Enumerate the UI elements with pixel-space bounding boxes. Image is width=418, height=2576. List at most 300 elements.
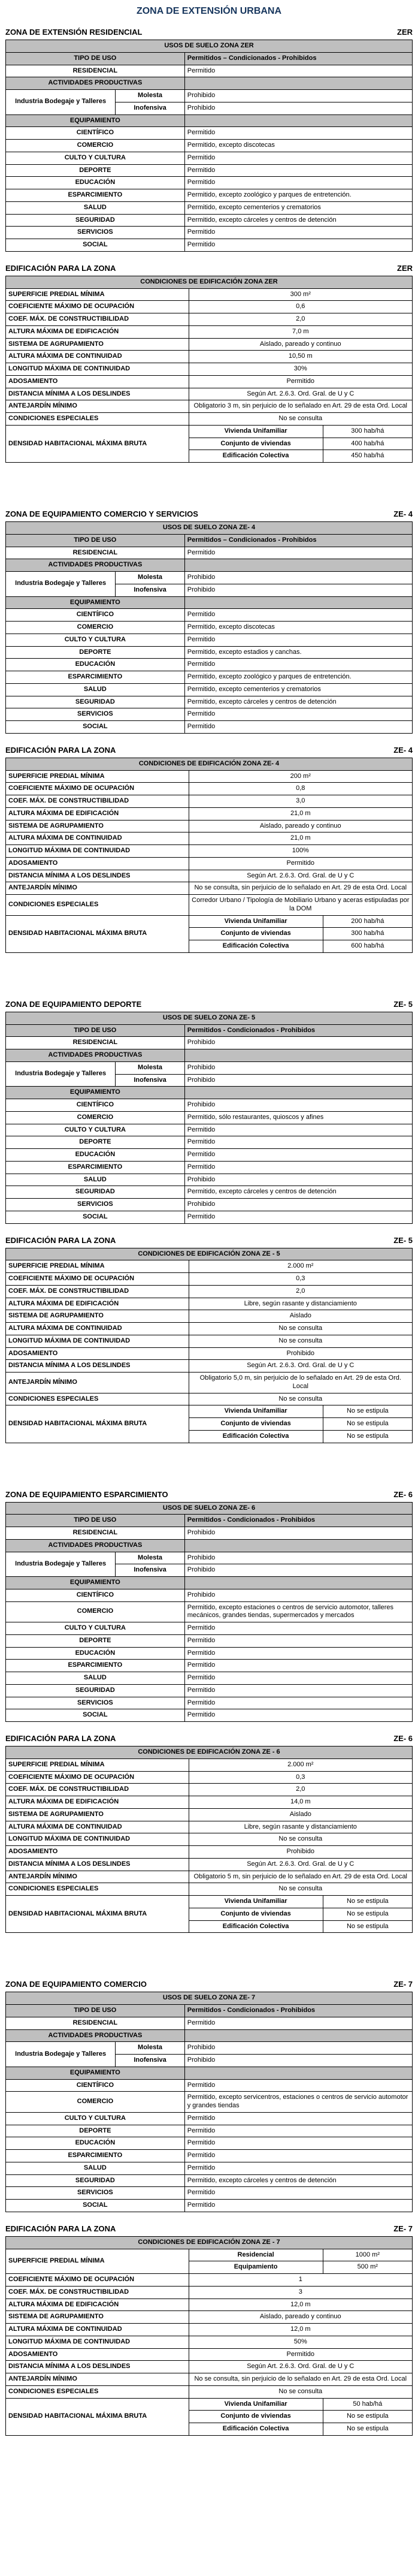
sub-label: Inofensiva <box>116 1074 184 1087</box>
table-row <box>6 1310 413 1323</box>
table-row <box>6 201 413 214</box>
table-row <box>6 375 413 388</box>
row-value: Permitido <box>184 2137 412 2150</box>
row-label: DENSIDAD HABITACIONAL MÁXIMA BRUTA <box>6 1896 189 1933</box>
table-title: CONDICIONES DE EDIFICACIÓN ZONA ZE - 7 <box>6 2236 413 2249</box>
table-row <box>6 2324 413 2336</box>
sub-value: 400 hab/há <box>323 438 412 450</box>
row-value: Permitido <box>184 634 412 646</box>
zone-edif-heading <box>5 1236 413 1245</box>
row-label: COEF. MÁX. DE CONSTRUCTIBILIDAD <box>6 1784 189 1796</box>
sub-label: Inofensiva <box>116 2055 184 2067</box>
table-row <box>6 1846 413 1859</box>
row-value: Permitido, excepto estaciones o centros de servicio automotor, talleres mecánicos, grandes tiendas, supermercados y mercados <box>184 1601 412 1622</box>
sub-value: 450 hab/há <box>323 450 412 463</box>
edif-heading-label: EDIFICACIÓN PARA LA ZONA <box>5 1235 116 1245</box>
row-label: ANTEJARDÍN MÍNIMO <box>6 1373 189 1393</box>
zone-code: ZER <box>397 263 413 273</box>
row-label: COMERCIO <box>6 1601 185 1622</box>
table-row <box>6 301 413 313</box>
row-label: SEGURIDAD <box>6 214 185 227</box>
row-label: CULTO Y CULTURA <box>6 152 185 164</box>
column-header-row <box>6 52 413 65</box>
table-row <box>6 239 413 252</box>
table-row <box>6 2137 413 2150</box>
row-label: CIENTÍFICO <box>6 2079 185 2092</box>
row-value: Permitido <box>184 164 412 177</box>
row-label: SEGURIDAD <box>6 2174 185 2187</box>
table-row <box>6 708 413 721</box>
table-row <box>6 572 413 584</box>
row-label: ALTURA MÁXIMA DE EDIFICACIÓN <box>6 807 189 820</box>
row-label: SISTEMA DE AGRUPAMIENTO <box>6 820 189 832</box>
group-subheader-spacer <box>184 1087 412 1099</box>
row-label: ALTURA MÁXIMA DE EDIFICACIÓN <box>6 1796 189 1809</box>
row-label: CULTO Y CULTURA <box>6 634 185 646</box>
table-title-row <box>6 758 413 770</box>
table-row <box>6 857 413 870</box>
group-subheader-spacer <box>184 1049 412 1062</box>
table-title: CONDICIONES DE EDIFICACIÓN ZONA ZE - 5 <box>6 1248 413 1260</box>
table-title: CONDICIONES DE EDIFICACIÓN ZONA ZER <box>6 276 413 288</box>
sub-value: Prohibido <box>184 1074 412 1087</box>
row-value: Permitido <box>184 2125 412 2137</box>
row-label: CIENTÍFICO <box>6 609 185 622</box>
table-row <box>6 2200 413 2212</box>
group-subheader-row <box>6 114 413 127</box>
table-row <box>6 1709 413 1722</box>
row-label: SEGURIDAD <box>6 1186 185 1199</box>
group-subheader-spacer <box>184 2029 412 2042</box>
row-label: RESIDENCIAL <box>6 2017 185 2029</box>
row-value: Prohibido <box>184 1589 412 1601</box>
table-row <box>6 721 413 734</box>
zone-uses-heading <box>5 1000 413 1009</box>
group-subheader: ACTIVIDADES PRODUCTIVAS <box>6 1049 185 1062</box>
zone-code: ZE- 4 <box>393 509 413 518</box>
sub-label: Vivienda Unifamiliar <box>189 1405 323 1418</box>
table-row <box>6 1821 413 1833</box>
row-value: Permitido <box>184 2150 412 2162</box>
row-label: LONGITUD MÁXIMA DE CONTINUIDAD <box>6 1833 189 1846</box>
row-value: 2.000 m² <box>189 1758 412 1771</box>
zone-edif-heading <box>5 746 413 755</box>
row-value: Según Art. 2.6.3. Ord. Gral. de U y C <box>189 1360 412 1373</box>
row-label: ANTEJARDÍN MÍNIMO <box>6 882 189 895</box>
table-row <box>6 363 413 376</box>
table-title: CONDICIONES DE EDIFICACIÓN ZONA ZE- 4 <box>6 758 413 770</box>
table-row <box>6 671 413 684</box>
row-value: Permitido <box>184 721 412 734</box>
table-title-row <box>6 276 413 288</box>
row-value: No se consulta <box>189 2385 412 2398</box>
table-row <box>6 1622 413 1635</box>
row-label: ALTURA MÁXIMA DE CONTINUIDAD <box>6 1323 189 1335</box>
row-label: Industria Bodegaje y Talleres <box>6 90 116 115</box>
table-row <box>6 140 413 152</box>
row-value: Prohibido <box>184 1037 412 1049</box>
row-label: COMERCIO <box>6 140 185 152</box>
row-value: Permitido <box>189 2348 412 2361</box>
table-row <box>6 659 413 671</box>
sub-label: Molesta <box>116 1552 184 1564</box>
zone-code: ZER <box>397 28 413 37</box>
row-value: 21,0 m <box>189 807 412 820</box>
table-row <box>6 1111 413 1124</box>
group-subheader: ACTIVIDADES PRODUCTIVAS <box>6 1539 185 1552</box>
sub-value: Prohibido <box>184 2042 412 2055</box>
row-value: Permitido <box>184 1149 412 1162</box>
table-row <box>6 2311 413 2324</box>
table-row <box>6 1660 413 1672</box>
row-value: 2,0 <box>189 1784 412 1796</box>
row-label: COMERCIO <box>6 1111 185 1124</box>
row-value: 200 m² <box>189 770 412 783</box>
uses-table <box>5 1992 413 2212</box>
sub-label: Vivienda Unifamiliar <box>189 2398 323 2411</box>
sub-value: 1000 m² <box>323 2249 412 2261</box>
table-row <box>6 325 413 338</box>
row-value: Aislado <box>189 1808 412 1821</box>
row-value: Permitido, excepto cárceles y centros de detención <box>184 696 412 708</box>
edif-heading-label: EDIFICACIÓN PARA LA ZONA <box>5 1734 116 1743</box>
row-label: CULTO Y CULTURA <box>6 1124 185 1136</box>
table-row <box>6 1393 413 1405</box>
zone-section-ZE-7 <box>5 1980 413 2436</box>
row-label: COMERCIO <box>6 622 185 634</box>
table-row <box>6 646 413 659</box>
table-row <box>6 1697 413 1709</box>
table-row <box>6 832 413 845</box>
edif-table <box>5 2236 413 2436</box>
table-row <box>6 1285 413 1298</box>
table-title: USOS DE SUELO ZONA ZE- 4 <box>6 522 413 535</box>
zone-edif-heading <box>5 1734 413 1743</box>
table-row <box>6 2398 413 2411</box>
row-label: SUPERFICIE PREDIAL MÍNIMA <box>6 770 189 783</box>
table-row <box>6 1883 413 1896</box>
row-value: Según Art. 2.6.3. Ord. Gral. de U y C <box>189 870 412 882</box>
table-row <box>6 2286 413 2299</box>
zone-code: ZE- 5 <box>393 999 413 1009</box>
row-label: SALUD <box>6 683 185 696</box>
group-subheader-row <box>6 2067 413 2079</box>
row-label: SISTEMA DE AGRUPAMIENTO <box>6 1808 189 1821</box>
table-row <box>6 820 413 832</box>
table-row <box>6 2079 413 2092</box>
table-row <box>6 634 413 646</box>
row-label: DISTANCIA MÍNIMA A LOS DESLINDES <box>6 388 189 400</box>
row-label: DISTANCIA MÍNIMA A LOS DESLINDES <box>6 870 189 882</box>
row-label: ALTURA MÁXIMA DE CONTINUIDAD <box>6 832 189 845</box>
sub-label: Edificación Colectiva <box>189 1920 323 1933</box>
row-value: 30% <box>189 363 412 376</box>
row-value: Prohibido <box>189 1846 412 1859</box>
zone-uses-heading <box>5 1980 413 1989</box>
group-subheader: EQUIPAMIENTO <box>6 596 185 609</box>
row-value: Permitido <box>184 547 412 559</box>
column-header-tipo-de-uso: TIPO DE USO <box>6 534 185 547</box>
sub-label: Equipamiento <box>189 2261 323 2274</box>
row-label: DISTANCIA MÍNIMA A LOS DESLINDES <box>6 1360 189 1373</box>
sub-label: Inofensiva <box>116 102 184 114</box>
row-value: Libre, según rasante y distanciamiento <box>189 1298 412 1310</box>
sub-label: Conjunto de viviendas <box>189 2411 323 2423</box>
row-value: Permitido <box>184 1697 412 1709</box>
sub-value: No se estipula <box>323 1418 412 1431</box>
row-label: ADOSAMIENTO <box>6 1846 189 1859</box>
row-value: 10,50 m <box>189 351 412 363</box>
row-label: ALTURA MÁXIMA DE EDIFICACIÓN <box>6 2299 189 2311</box>
row-value: Prohibido <box>184 1174 412 1186</box>
table-row <box>6 313 413 326</box>
zone-uses-heading <box>5 1490 413 1499</box>
row-value: Permitido <box>184 1634 412 1647</box>
row-label: SISTEMA DE AGRUPAMIENTO <box>6 338 189 351</box>
row-value: Permitido, excepto servicentros, estaciones o centros de servicio automotor y grandes tiendas <box>184 2092 412 2113</box>
table-title: USOS DE SUELO ZONA ZE- 7 <box>6 1992 413 2005</box>
table-row <box>6 1323 413 1335</box>
sub-value: Prohibido <box>184 1564 412 1577</box>
zone-name: ZONA DE EQUIPAMIENTO ESPARCIMIENTO <box>5 1489 168 1499</box>
edif-heading-label: EDIFICACIÓN PARA LA ZONA <box>5 263 116 273</box>
sub-label: Molesta <box>116 572 184 584</box>
group-subheader: EQUIPAMIENTO <box>6 114 185 127</box>
sub-value: Prohibido <box>184 1061 412 1074</box>
row-value: 21,0 m <box>189 832 412 845</box>
uses-table <box>5 521 413 734</box>
table-row <box>6 214 413 227</box>
table-row <box>6 152 413 164</box>
group-subheader-row <box>6 1577 413 1589</box>
group-subheader-row <box>6 2029 413 2042</box>
row-value: Permitido <box>184 1211 412 1223</box>
row-value: Permitido <box>184 152 412 164</box>
row-label: COMERCIO <box>6 2092 185 2113</box>
row-label: ESPARCIMIENTO <box>6 189 185 202</box>
row-label: ANTEJARDÍN MÍNIMO <box>6 1871 189 1883</box>
row-label: ADOSAMIENTO <box>6 1347 189 1360</box>
row-value: 2.000 m² <box>189 1260 412 1273</box>
row-value: Permitido, excepto zoológico y parques de entretención. <box>184 671 412 684</box>
column-header-row <box>6 1515 413 1527</box>
row-label: SERVICIOS <box>6 2187 185 2200</box>
row-value: Permitido <box>184 127 412 140</box>
zone-edif-heading <box>5 264 413 273</box>
table-row <box>6 1858 413 1871</box>
row-value: Permitido, excepto cárceles y centros de detención <box>184 214 412 227</box>
table-row <box>6 2174 413 2187</box>
sub-label: Inofensiva <box>116 584 184 596</box>
table-row <box>6 1601 413 1622</box>
row-label: SISTEMA DE AGRUPAMIENTO <box>6 2311 189 2324</box>
row-value: Prohibido <box>184 1527 412 1540</box>
table-row <box>6 288 413 301</box>
row-label: Industria Bodegaje y Talleres <box>6 572 116 597</box>
uses-table <box>5 40 413 252</box>
row-label: RESIDENCIAL <box>6 1037 185 1049</box>
row-label: CONDICIONES ESPECIALES <box>6 895 189 916</box>
sub-value: No se estipula <box>323 2423 412 2436</box>
group-subheader-spacer <box>184 77 412 90</box>
table-title-row <box>6 2236 413 2249</box>
edif-table <box>5 1248 413 1443</box>
row-value: Aislado, pareado y continuo <box>189 2311 412 2324</box>
row-label: COEFICIENTE MÁXIMO DE OCUPACIÓN <box>6 783 189 795</box>
table-row <box>6 90 413 102</box>
row-label: COEFICIENTE MÁXIMO DE OCUPACIÓN <box>6 1273 189 1286</box>
table-row <box>6 1186 413 1199</box>
table-row <box>6 1796 413 1809</box>
row-value: Según Art. 2.6.3. Ord. Gral. de U y C <box>189 2361 412 2373</box>
table-row <box>6 164 413 177</box>
table-row <box>6 770 413 783</box>
group-subheader-spacer <box>184 1539 412 1552</box>
row-value: No se consulta <box>189 1833 412 1846</box>
row-label: SALUD <box>6 201 185 214</box>
table-row <box>6 2274 413 2287</box>
table-row <box>6 1373 413 1393</box>
row-label: DENSIDAD HABITACIONAL MÁXIMA BRUTA <box>6 425 189 462</box>
row-label: COEF. MÁX. DE CONSTRUCTIBILIDAD <box>6 795 189 808</box>
row-label: RESIDENCIAL <box>6 547 185 559</box>
zone-code: ZE- 5 <box>393 1235 413 1245</box>
row-label: DENSIDAD HABITACIONAL MÁXIMA BRUTA <box>6 2398 189 2435</box>
table-row <box>6 1589 413 1601</box>
row-value: Permitido <box>184 708 412 721</box>
row-value: Aislado, pareado y continuo <box>189 820 412 832</box>
zone-code: ZE- 7 <box>393 2224 413 2233</box>
row-label: Industria Bodegaje y Talleres <box>6 2042 116 2067</box>
table-row <box>6 1896 413 1908</box>
row-value: Prohibido <box>184 1099 412 1112</box>
table-title-row <box>6 1012 413 1024</box>
row-label: COEFICIENTE MÁXIMO DE OCUPACIÓN <box>6 301 189 313</box>
row-value: Permitido <box>184 65 412 77</box>
row-label: CIENTÍFICO <box>6 1589 185 1601</box>
group-subheader-row <box>6 559 413 572</box>
row-label: SERVICIOS <box>6 1199 185 1211</box>
table-row <box>6 227 413 239</box>
row-value: Aislado <box>189 1310 412 1323</box>
table-row <box>6 1149 413 1162</box>
row-label: LONGITUD MÁXIMA DE CONTINUIDAD <box>6 1335 189 1347</box>
group-subheader: ACTIVIDADES PRODUCTIVAS <box>6 77 185 90</box>
table-title-row <box>6 1248 413 1260</box>
row-value: Permitido <box>184 1124 412 1136</box>
table-row <box>6 1061 413 1074</box>
row-label: DENSIDAD HABITACIONAL MÁXIMA BRUTA <box>6 915 189 952</box>
row-label: SALUD <box>6 1672 185 1685</box>
group-subheader-row <box>6 77 413 90</box>
row-label: COEF. MÁX. DE CONSTRUCTIBILIDAD <box>6 313 189 326</box>
table-row <box>6 1771 413 1784</box>
column-header-tipo-de-uso: TIPO DE USO <box>6 1515 185 1527</box>
row-label: RESIDENCIAL <box>6 1527 185 1540</box>
sub-value: 200 hab/há <box>323 915 412 928</box>
table-row <box>6 1784 413 1796</box>
row-label: SOCIAL <box>6 239 185 252</box>
row-value: Permitido <box>184 659 412 671</box>
table-row <box>6 1037 413 1049</box>
table-row <box>6 915 413 928</box>
group-subheader-row <box>6 1049 413 1062</box>
row-label: SERVICIOS <box>6 1697 185 1709</box>
sub-value: Prohibido <box>184 572 412 584</box>
row-label: ADOSAMIENTO <box>6 857 189 870</box>
row-label: EDUCACIÓN <box>6 177 185 189</box>
row-value: Obligatorio 5 m, sin perjuicio de lo señalado en Art. 29 de esta Ord. Local <box>189 1871 412 1883</box>
row-label: SUPERFICIE PREDIAL MÍNIMA <box>6 1758 189 1771</box>
zone-name: ZONA DE EXTENSIÓN RESIDENCIAL <box>5 28 143 37</box>
table-title: USOS DE SUELO ZONA ZE- 6 <box>6 1502 413 1515</box>
row-value: 3 <box>189 2286 412 2299</box>
row-label: EDUCACIÓN <box>6 2137 185 2150</box>
sub-label: Molesta <box>116 2042 184 2055</box>
sub-label: Molesta <box>116 1061 184 1074</box>
table-row <box>6 895 413 916</box>
table-title-row <box>6 1992 413 2005</box>
table-title-row <box>6 522 413 535</box>
row-value: 1 <box>189 2274 412 2287</box>
row-value: Según Art. 2.6.3. Ord. Gral. de U y C <box>189 1858 412 1871</box>
table-row <box>6 1647 413 1660</box>
row-label: DISTANCIA MÍNIMA A LOS DESLINDES <box>6 1858 189 1871</box>
row-value: Permitido, excepto zoológico y parques de entretención. <box>184 189 412 202</box>
row-value: 300 m² <box>189 288 412 301</box>
table-row <box>6 1634 413 1647</box>
row-label: CONDICIONES ESPECIALES <box>6 1883 189 1896</box>
group-subheader-row <box>6 1087 413 1099</box>
zone-section-ZE-4 <box>5 509 413 953</box>
zone-name: ZONA DE EQUIPAMIENTO COMERCIO <box>5 1980 147 1989</box>
row-value: 0,6 <box>189 301 412 313</box>
row-value: Permitido <box>184 2112 412 2125</box>
row-label: EDUCACIÓN <box>6 1647 185 1660</box>
row-label: SOCIAL <box>6 1211 185 1223</box>
sub-value: No se estipula <box>323 1430 412 1443</box>
row-label: LONGITUD MÁXIMA DE CONTINUIDAD <box>6 363 189 376</box>
row-label: COEFICIENTE MÁXIMO DE OCUPACIÓN <box>6 2274 189 2287</box>
row-label: SOCIAL <box>6 1709 185 1722</box>
table-row <box>6 807 413 820</box>
row-value: 100% <box>189 845 412 858</box>
row-value: Permitido, excepto cárceles y centros de detención <box>184 1186 412 1199</box>
table-title: CONDICIONES DE EDIFICACIÓN ZONA ZE - 6 <box>6 1747 413 1759</box>
group-subheader: EQUIPAMIENTO <box>6 2067 185 2079</box>
row-label: SALUD <box>6 1174 185 1186</box>
zone-section-ZE-5 <box>5 1000 413 1443</box>
table-row <box>6 1527 413 1540</box>
row-value: Según Art. 2.6.3. Ord. Gral. de U y C <box>189 388 412 400</box>
column-header-row <box>6 1024 413 1037</box>
row-label: LONGITUD MÁXIMA DE CONTINUIDAD <box>6 2336 189 2348</box>
sub-value: 500 m² <box>323 2261 412 2274</box>
row-value: 0,8 <box>189 783 412 795</box>
table-row <box>6 2249 413 2261</box>
column-header-permitidos: Permitidos - Condicionados - Prohibidos <box>184 1515 412 1527</box>
row-value: Permitido, excepto cementerios y crematorios <box>184 201 412 214</box>
table-row <box>6 2336 413 2348</box>
row-value: Permitido <box>184 2017 412 2029</box>
sub-label: Inofensiva <box>116 1564 184 1577</box>
table-row <box>6 2385 413 2398</box>
row-value: Permitido <box>184 1647 412 1660</box>
table-title-row <box>6 40 413 53</box>
table-row <box>6 783 413 795</box>
table-row <box>6 845 413 858</box>
table-row <box>6 1273 413 1286</box>
